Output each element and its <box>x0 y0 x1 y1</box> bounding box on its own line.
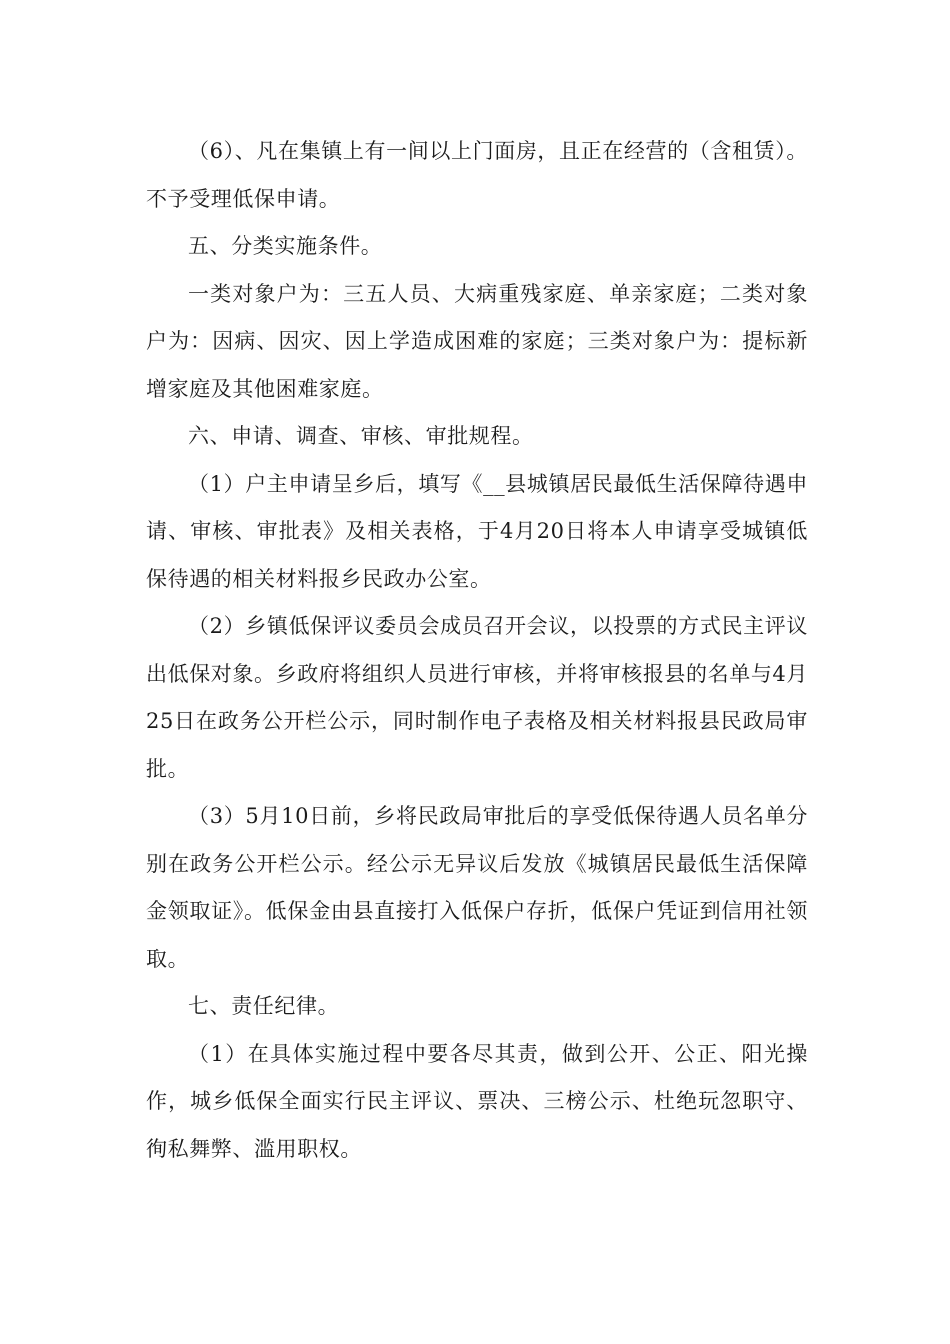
paragraph-procedure-1: （1）户主申请呈乡后，填写《__县城镇居民最低生活保障待遇申请、审核、审批表》及相关表格，于4月20日将本人申请享受城镇低保待遇的相关材料报乡民政办公室。 <box>146 471 808 591</box>
paragraph-procedure-2: （2）乡镇低保评议委员会成员召开会议，以投票的方式民主评议出低保对象。乡政府将组织人员进行审核，并将审核报县的名单与4月25日在政务公开栏公示，同时制作电子表格及相关材料报县民政局审批。 <box>146 614 808 781</box>
heading-section-5: 五、分类实施条件。 <box>188 234 383 258</box>
document-body <box>146 128 808 1173</box>
paragraph-procedure-3: （3）5月10日前，乡将民政局审批后的享受低保待遇人员名单分别在政务公开栏公示。经公示无异议后发放《城镇居民最低生活保障金领取证》。低保金由县直接打入低保户存折，低保户凭证到信用社领取。 <box>146 804 808 971</box>
paragraph-discipline-1: （1）在具体实施过程中要各尽其责，做到公开、公正、阳光操作，城乡低保全面实行民主评议、票决、三榜公示、杜绝玩忽职守、徇私舞弊、滥用职权。 <box>146 1041 808 1161</box>
paragraph-categories: 一类对象户为：三五人员、大病重残家庭、单亲家庭；二类对象户为：因病、因灾、因上学造成困难的家庭；三类对象户为：提标新增家庭及其他困难家庭。 <box>146 281 808 401</box>
paragraph-rule-6: （6）、凡在集镇上有一间以上门面房，且正在经营的（含租赁）。不予受理低保申请。 <box>146 139 808 211</box>
heading-section-6: 六、申请、调查、审核、审批规程。 <box>188 424 534 448</box>
heading-section-7: 七、责任纪律。 <box>188 994 340 1018</box>
